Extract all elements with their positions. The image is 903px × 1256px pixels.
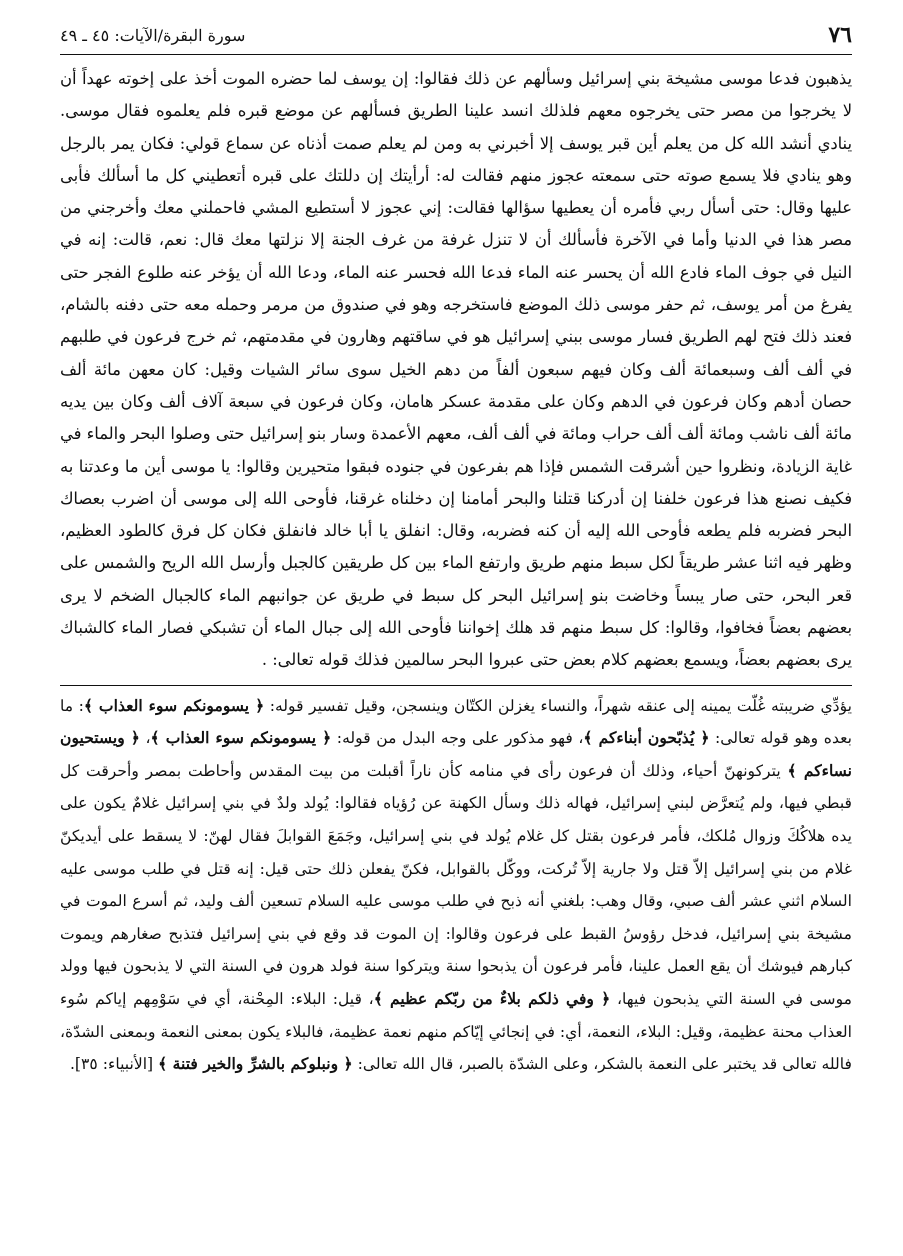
main-text [60,63,852,677]
quran-quote: ﴿ ونبلوكم بالشرِّ والخير فتنة ﴾ [158,1054,353,1074]
page-number: ٧٦ [828,22,852,48]
main-paragraph: يذهبون فدعا موسى مشيخة بني إسرائيل وسألهم عن ذلك فقالوا: إن يوسف لما حضره الموت أخذ على إخوته عهداً أن لا يخرجوا من مصر حتى يخرجوه معهم فلذلك انسد علينا الطريق فسألهم عن موضع قبره فلم يعلموه فقال موسى. ينادي أنشد الله كل من يعلم أين قبر يوسف إلا أخبرني به ومن لم يعلم صمت أذناه عن سماع قولي: فكان يمر بالرجل وهو ينادي فلا يسمع صوته حتى سمعته عجوز منهم فقالت له: أرأيتك إن دللتك على قبره أتعطيني كل ما أسألك فأبى عليها وقال: حتى أسأل ربي فأمره أن يعطيها سؤالها فقالت: إني عجوز لا أستطيع المشي فاحملني معك وأخرجني من مصر هذا في الدنيا وأما في الآخرة فأسألك أن لا تنزل غرفة من غرف الجنة إلا نزلتها معك قال: نعم، قالت: إنه في النيل في جوف الماء فادع الله أن يحسر عنه الماء فدعا الله فحسر عنه الماء، ودعا الله أن يؤخر عنه طلوع الفجر حتى يفرغ من أمر يوسف، ثم حفر موسى ذلك الموضع فاستخرجه وهو في صندوق من مرمر وحمله معه حتى دفنه بالشام، فعند ذلك فتح لهم الطريق فسار موسى ببني إسرائيل هو في ساقتهم وهارون في مقدمتهم، ثم خرج فرعون في طلبهم في ألف ألف وسبعمائة ألف وكان فيهم سبعون ألفاً من دهم الخيل سوى سائر الشيات وقيل: كان معهن مائة ألف حصان أدهم وكان فرعون في الدهم وكان على مقدمة عسكر هامان، وكان فرعون في سبعة آلاف ألف وكان بين يديه مائة ألف ناشب ومائة ألف ألف حراب ومائة في ألف ألف، معهم الأعمدة وسار بنو إسرائيل حتى وصلوا البحر والماء في غاية الزيادة، ونظروا حين أشرقت الشمس فإذا هم بفرعون في جنوده فبقوا متحيرين وقالوا: يا موسى أين ما وعدتنا به فكيف نصنع هذا فرعون خلفنا إن أدركنا قتلنا والبحر أمامنا إن دخلناه غرقنا، فأوحى الله إلى موسى أن اضرب بعصاك البحر فضربه فلم يطعه فأوحى الله إليه أن كنه فضربه، وقال: انفلق يا أبا خالد فانفلق فكان كل فرق كالطود العظيم، وظهر فيه اثنا عشر طريقاً لكل سبط منهم طريق وارتفع الماء بين كل طريقين كالجبل وأرسل الله الريح والشمس على قعر البحر، حتى صار يبساً وخاضت بنو إسرائيل البحر كل سبط في طريق عن جوانبهم الماء كالجبال الضخم لا يرى بعضهم بعضاً فخافوا، وقالوا: كل سبط منهم قد هلك إخواننا فأوحى الله إلى جبال الماء أن تشبكي فصار الماء كالشباك يرى بعضهم بعضاً، ويسمع بعضهم كلام بعض حتى عبروا البحر سالمين فذلك قوله تعالى: . [60,69,852,670]
footnote-paragraph [60,690,852,1081]
footnote-text: يتركونهنّ أحياء، وذلك أن فرعون رأى في منامه كأن ناراً أقبلت من بيت المقدس وأحاطت بمصر وأحرقت كل قبطي فيها، ولم يُتعرَّض لبني إسرائيل، فهاله ذلك وسأل الكهنة عن رُؤياه فقالوا: يُولد ولدٌ في بني إسرائيل غلامٌ يكون على يده هلاكُكَ وزوال مُلكك، فأمر فرعون بقتل كل غلام يُولد في بني إسرائيل، وجَمَعَ القوابلَ فقال لهنّ: لا يسقط على أيديكنّ غلام من بني إسرائيل إلاّ قتل ولا جارية إلاّ تُركت، ووكّل بالقوابل، فكنّ يفعلن ذلك حتى قيل: إنه قتل في طلب موسى عليه السلام اثني عشر ألف صبي، وقال وهب: بلغني أنه ذبح في طلب موسى عليه السلام تسعين ألف وليد، ثم أسرع الموت في مشيخة بني إسرائيل، فدخل رؤوسُ القبط على فرعون وقالوا: إن الموت قد وقع في بني إسرائيل فتذبح صغارهم ويموت كبارهم فيوشك أن يقع العمل علينا، فأمر فرعون أن يذبحوا سنة ويتركوا سنة فولد هرون في السنة التي لا يذبحون فيها وولد موسى في السنة التي يذبحون فيها، [60,761,852,1008]
quran-quote: ﴿ يُذبّحون أبناءكم ﴾ [583,728,710,748]
book-page [60,20,852,1236]
quran-quote: ﴿ وفي ذلكم بلاءٌ من ربّكم عظيم ﴾ [373,988,611,1008]
footnotes [60,690,852,1081]
footnote-text: ، قيل: البلاء: المِحْنة، أي في سَوْمِهم إياكم سُوء العذاب محنة عظيمة، وقيل: البلاء، النعمة، أي: في إنجائي إيّاكم منهم نعمة عظيمة، فالبلاء يكون بمعنى النعمة وبمعنى الشدّة، فالله تعالى قد يختبر على النعمة بالشكر، وعلى الشدّة بالصبر، قال الله تعالى: [60,989,852,1074]
footnote-citation: [الأنبياء: ٣٥]. [69,1055,159,1074]
quran-quote: ﴿ يسومونكم سوء العذاب ﴾ [83,695,265,715]
footnote-text: : ما بعده وهو قوله تعالى: [60,696,852,748]
footnote-text: يؤدِّي ضريبته غُلّت يمينه إلى عنقه شهراً، والنساء يغزلن الكتّان وينسجن، وقيل تفسير قوله: [264,696,852,715]
footnote-text: ، فهو مذكور على وجه البدل من قوله: [331,729,584,748]
quran-quote: ﴿ ويستحيون نساءكم ﴾ [60,728,852,780]
footnote-divider [60,685,852,686]
running-head: سورة البقرة/الآيات: ٤٥ ـ ٤٩ [60,26,246,45]
page-header [60,20,852,55]
footnote-text: ، [139,729,151,748]
quran-quote: ﴿ يسومونكم سوء العذاب ﴾ [150,728,332,748]
